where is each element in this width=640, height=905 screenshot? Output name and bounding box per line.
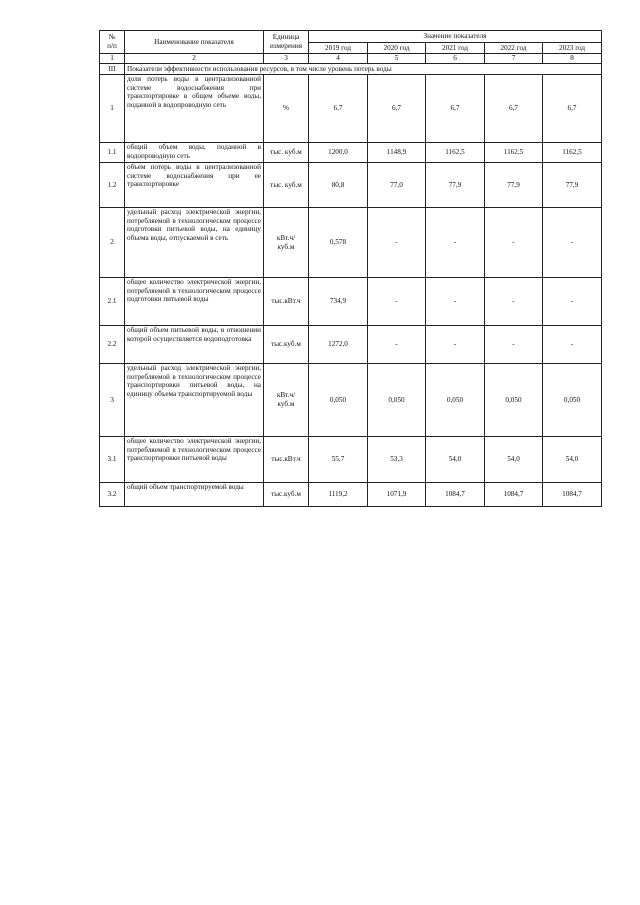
row-number: 2.1	[100, 278, 125, 326]
value-cell: -	[426, 278, 485, 326]
value-cell: -	[368, 278, 426, 326]
value-cell: 77,9	[485, 163, 543, 208]
value-cell: 0,050	[543, 364, 602, 437]
value-cell: 1084,7	[485, 483, 543, 507]
row-number: 2.2	[100, 326, 125, 364]
table-row	[100, 326, 602, 364]
table-row	[100, 143, 602, 163]
value-cell: 0,050	[368, 364, 426, 437]
value-cell: 77,9	[543, 163, 602, 208]
value-cell: 6,7	[368, 75, 426, 143]
table-row	[100, 437, 602, 483]
unit-cell: тыс.кВт.ч	[264, 278, 309, 326]
value-cell: -	[368, 326, 426, 364]
unit-cell: кВт.ч/ куб.м	[264, 208, 309, 278]
value-cell: -	[543, 208, 602, 278]
value-cell: 6,7	[543, 75, 602, 143]
value-cell: 80,8	[309, 163, 368, 208]
header-year: 2020 год	[368, 43, 426, 54]
value-cell: -	[543, 278, 602, 326]
col-number: 3	[264, 54, 309, 64]
indicator-name: общий объем воды, поданной в водопроводную сеть	[125, 143, 264, 163]
header-unit: Единица измерения	[264, 31, 309, 54]
value-cell: 734,9	[309, 278, 368, 326]
indicator-name: общее количество электрической энергии, потребляемой в технологическом процессе подготовки питьевой воды	[125, 278, 264, 326]
indicator-name: доля потерь воды в централизованной системе водоснабжения при транспортировке в общем объеме воды, поданной в водопроводную сеть	[125, 75, 264, 143]
row-number: 3.1	[100, 437, 125, 483]
col-number: 7	[485, 54, 543, 64]
header-value: Значение показателя	[309, 31, 602, 43]
table-row	[100, 278, 602, 326]
value-cell: -	[485, 278, 543, 326]
value-cell: 1162,5	[426, 143, 485, 163]
value-cell: 54,0	[426, 437, 485, 483]
indicators-table	[99, 30, 602, 507]
row-number: 1.1	[100, 143, 125, 163]
col-number: 4	[309, 54, 368, 64]
col-number: 8	[543, 54, 602, 64]
value-cell: -	[426, 208, 485, 278]
value-cell: 6,7	[309, 75, 368, 143]
table-row	[100, 208, 602, 278]
table-row	[100, 364, 602, 437]
indicator-name: удельный расход электрической энергии, потребляемой в технологическом процессе транспортировки питьевой воды, на единицу объема транспортируемой воды	[125, 364, 264, 437]
value-cell: 0,050	[485, 364, 543, 437]
value-cell: 1084,7	[543, 483, 602, 507]
header-year: 2022 год	[485, 43, 543, 54]
header-year: 2019 год	[309, 43, 368, 54]
value-cell: 1272,0	[309, 326, 368, 364]
value-cell: 6,7	[426, 75, 485, 143]
row-number: 1	[100, 75, 125, 143]
col-number: 5	[368, 54, 426, 64]
unit-cell: тыс.куб.м	[264, 326, 309, 364]
unit-cell: %	[264, 75, 309, 143]
value-cell: 1071,9	[368, 483, 426, 507]
value-cell: 1162,5	[543, 143, 602, 163]
value-cell: 1200,0	[309, 143, 368, 163]
unit-cell: тыс.кВт.ч	[264, 437, 309, 483]
value-cell: 53,3	[368, 437, 426, 483]
unit-cell: тыс.куб.м	[264, 483, 309, 507]
table-row	[100, 483, 602, 507]
row-number: 2	[100, 208, 125, 278]
col-number: 6	[426, 54, 485, 64]
row-number: 1.2	[100, 163, 125, 208]
value-cell: 0,050	[309, 364, 368, 437]
value-cell: -	[543, 326, 602, 364]
value-cell: 1148,9	[368, 143, 426, 163]
value-cell: 77,0	[368, 163, 426, 208]
unit-cell: кВт.ч/ куб.м	[264, 364, 309, 437]
value-cell: 1084,7	[426, 483, 485, 507]
value-cell: 1119,2	[309, 483, 368, 507]
value-cell: 0,578	[309, 208, 368, 278]
value-cell: 1162,5	[485, 143, 543, 163]
value-cell: -	[426, 326, 485, 364]
value-cell: 6,7	[485, 75, 543, 143]
value-cell: -	[485, 208, 543, 278]
indicator-name: общий объем питьевой воды, в отношении которой осуществляется водоподготовка	[125, 326, 264, 364]
value-cell: -	[368, 208, 426, 278]
header-year: 2023 год	[543, 43, 602, 54]
unit-cell: тыс. куб.м	[264, 143, 309, 163]
value-cell: 77,9	[426, 163, 485, 208]
value-cell: 54,0	[485, 437, 543, 483]
row-number: 3	[100, 364, 125, 437]
value-cell: 55,7	[309, 437, 368, 483]
indicator-name: удельный расход электрической энергии, потребляемой в технологическом процессе подготовки питьевой воды, на единицу объема воды, отпускаемой в сеть	[125, 208, 264, 278]
col-number: 1	[100, 54, 125, 64]
value-cell: 54,0	[543, 437, 602, 483]
section-title: Показатели эффективности использования ресурсов, в том числе уровень потерь воды	[125, 64, 602, 75]
table-row	[100, 75, 602, 143]
value-cell: 0,050	[426, 364, 485, 437]
indicator-name: общий объем транспортируемой воды	[125, 483, 264, 507]
section-number: III	[100, 64, 125, 75]
table-row	[100, 163, 602, 208]
col-number: 2	[125, 54, 264, 64]
row-number: 3.2	[100, 483, 125, 507]
header-name: Наименование показателя	[125, 31, 264, 54]
header-year: 2021 год	[426, 43, 485, 54]
indicator-name: объем потерь воды в централизованной системе водоснабжения при ее транспортировке	[125, 163, 264, 208]
header-num: № п/п	[100, 31, 125, 54]
value-cell: -	[485, 326, 543, 364]
indicator-name: общее количество электрической энергии, потребляемой в технологическом процессе транспортировки питьевой воды	[125, 437, 264, 483]
unit-cell: тыс. куб.м	[264, 163, 309, 208]
